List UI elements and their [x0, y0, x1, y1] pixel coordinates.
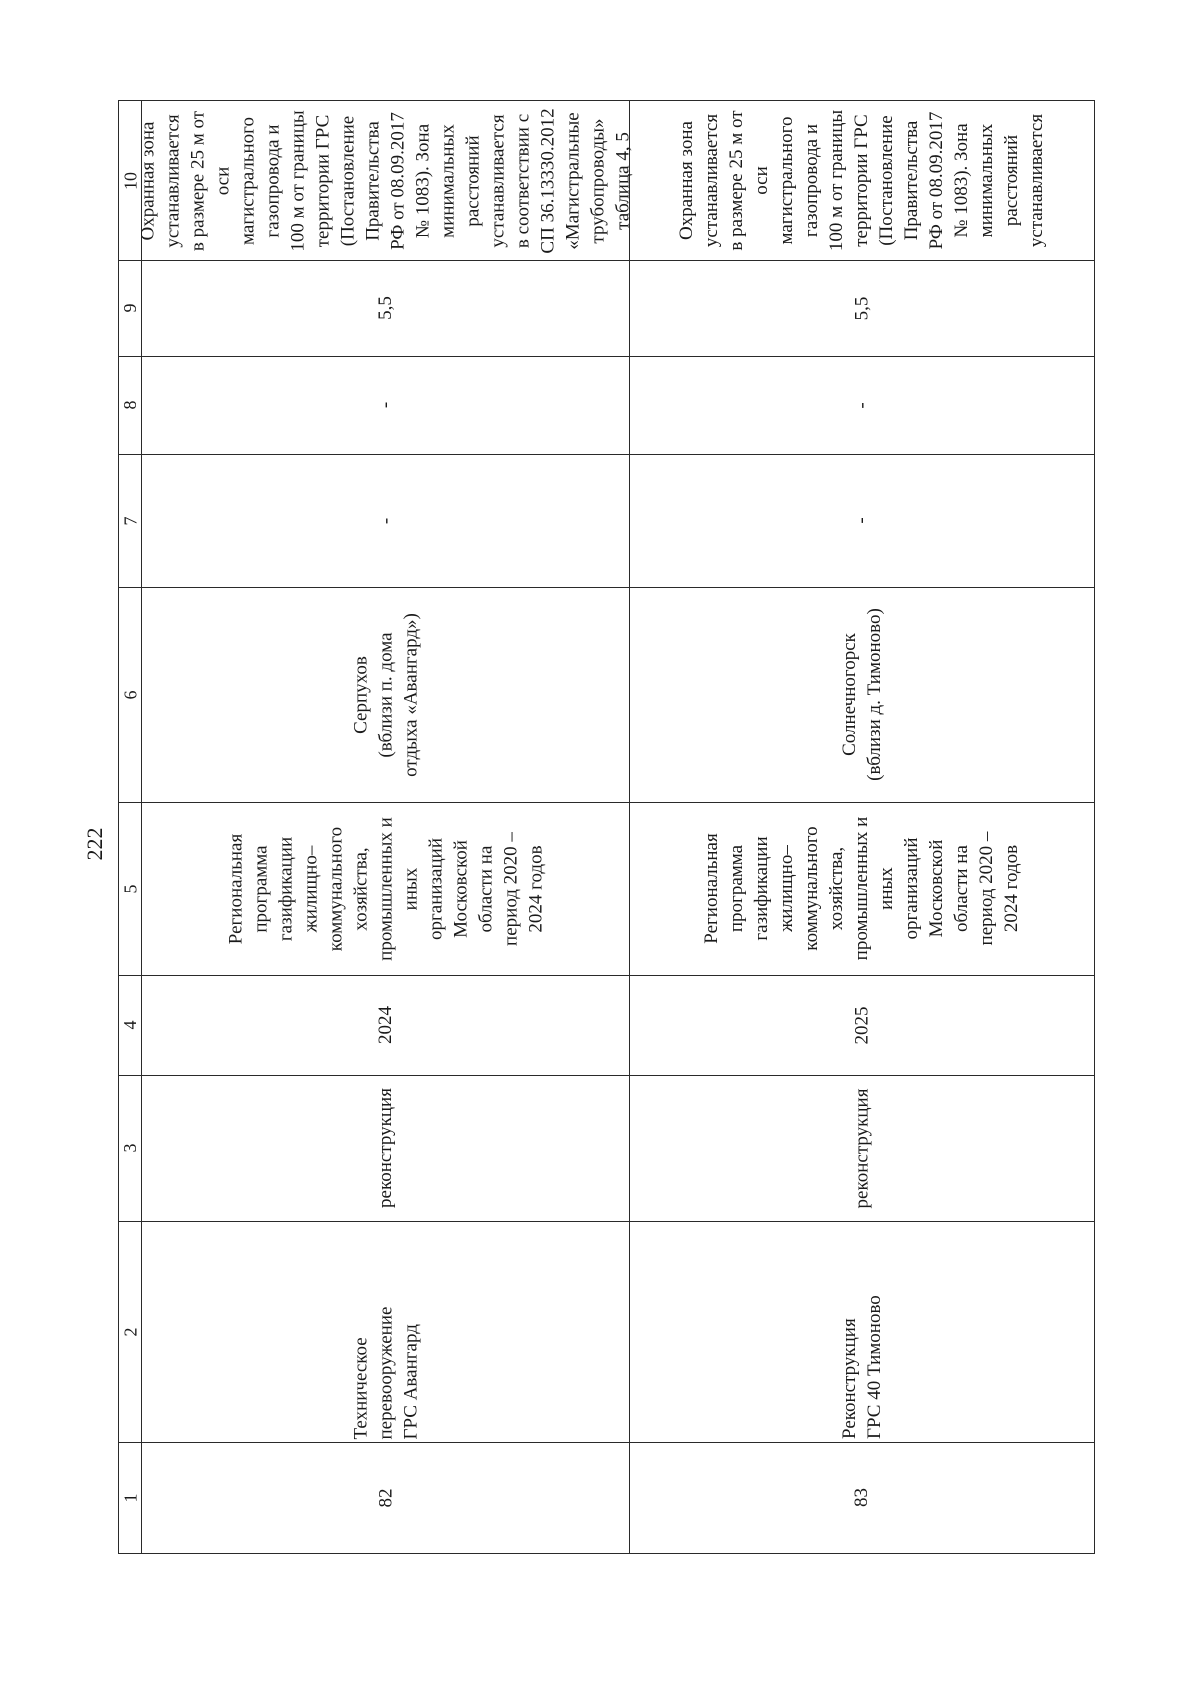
- year-cell: 2024: [374, 1006, 396, 1044]
- column-number: 9: [119, 303, 140, 313]
- value-cell: -: [374, 401, 396, 409]
- row-id-cell: 83: [851, 1488, 872, 1507]
- data-table: [118, 100, 1095, 1554]
- column-separator: [119, 260, 1094, 261]
- column-number: 10: [119, 171, 140, 190]
- column-separator: [119, 1221, 1094, 1222]
- column-number: 2: [119, 1327, 140, 1336]
- column-separator: [119, 1442, 1094, 1443]
- name-cell: Техническое перевооружение ГРС Авангард: [349, 1306, 421, 1439]
- column-separator: [119, 454, 1094, 455]
- column-number: 4: [119, 1020, 140, 1030]
- year-cell: 2025: [851, 1006, 872, 1044]
- note-cell: Охранная зона устанавливается в размере 25 м от оси магистрального газопровода и 100 м от границы территории ГРС (Постановление Правительства РФ от 08.09.2017 № 1083). Зона минимальных расстояний устанавливается: [676, 109, 1047, 252]
- column-separator: [119, 975, 1094, 976]
- value-cell: -: [851, 401, 872, 409]
- program-cell: Региональная программа газификации жилищно– коммунального хозяйства, промышленных и иных организаций Московской области на период 2020 – 2024 годов: [224, 816, 546, 961]
- value-cell: -: [851, 517, 872, 524]
- page-number: 222: [82, 827, 107, 861]
- row-id-cell: 82: [374, 1488, 396, 1507]
- column-number: 7: [119, 516, 140, 525]
- type-cell: реконструкция: [374, 1088, 396, 1208]
- value-cell: -: [374, 517, 396, 524]
- name-cell: Реконструкция ГРС 40 Тимоново: [838, 1295, 885, 1439]
- column-separator: [119, 802, 1094, 803]
- row-separator: [629, 101, 630, 1553]
- value-cell: 5,5: [851, 296, 872, 320]
- column-number: 1: [119, 1493, 140, 1502]
- column-separator: [119, 587, 1094, 588]
- column-number: 5: [119, 884, 140, 893]
- column-separator: [119, 1075, 1094, 1076]
- column-number: 8: [119, 400, 140, 410]
- program-cell: Региональная программа газификации жилищно– коммунального хозяйства, промышленных и иных организаций Московской области на период 2020 – 2024 годов: [701, 816, 1022, 961]
- location-cell: Серпухов (вблизи п. дома отдыха «Авангард»): [349, 612, 421, 777]
- type-cell: реконструкция: [851, 1088, 872, 1208]
- column-number: 3: [119, 1143, 140, 1153]
- value-cell: 5,5: [374, 296, 396, 320]
- location-cell: Солнечногорск (вблизи д. Тимоново): [838, 608, 885, 781]
- column-number: 6: [119, 690, 140, 699]
- note-cell: Охранная зона устанавливается в размере 25 м от оси магистрального газопровода и 100 м от границы территории ГРС (Постановление Правительства РФ от 08.09.2017 № 1083). Зона минимальных расстояний устанавливается в соответствии с СП 36.13330.2012 «Магистральные трубопроводы» таблица 4, 5: [137, 107, 633, 254]
- column-separator: [119, 356, 1094, 357]
